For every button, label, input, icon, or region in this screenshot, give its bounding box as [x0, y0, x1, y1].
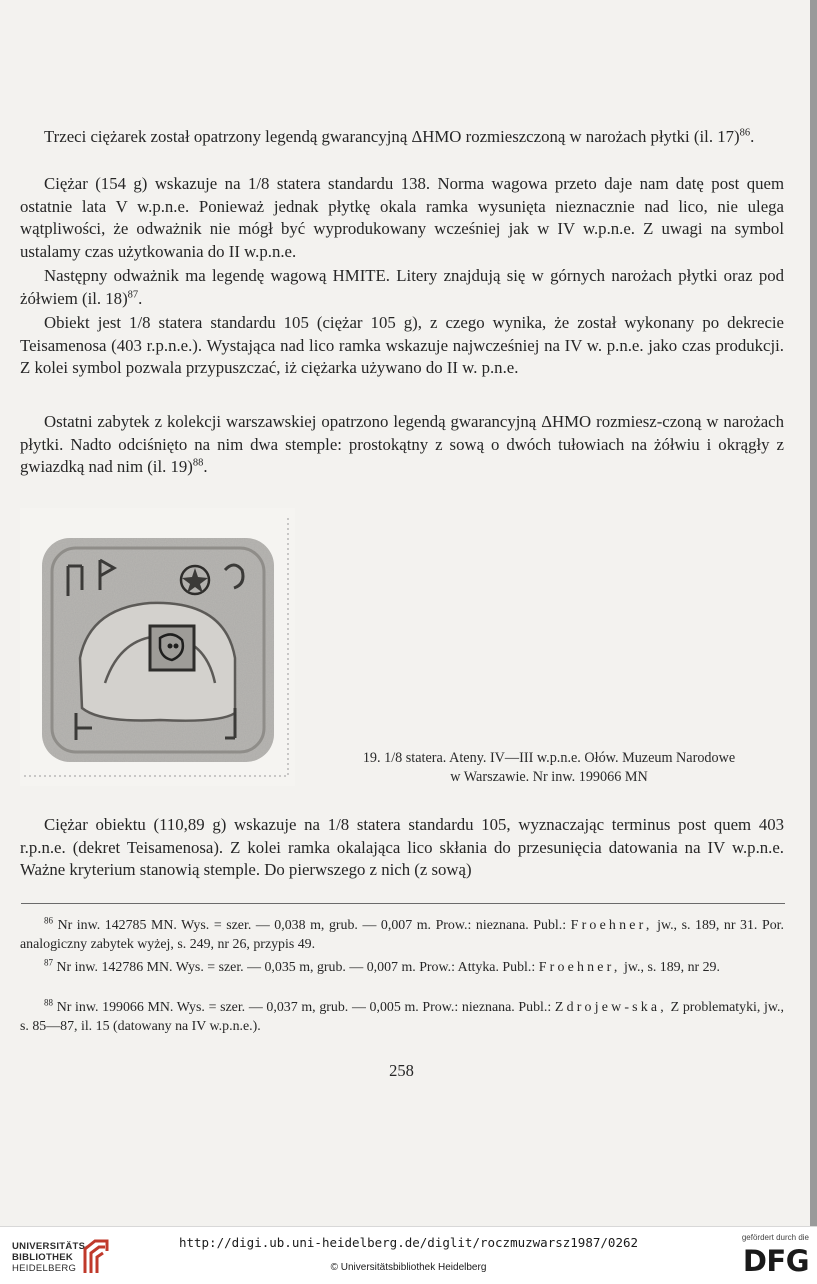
footnote-ref-87[interactable]: 87: [127, 288, 139, 300]
permalink-url[interactable]: http://digi.ub.uni-heidelberg.de/diglit/roczmuzwarsz1987/0262: [178, 1235, 639, 1250]
footnote-number: 86: [44, 915, 53, 926]
footnote-text: Nr inw. 142786 MN. Wys. = szer. — 0,035 m, grub. — 0,007 m. Prow.: Attyka. Publ.:: [53, 960, 539, 975]
footnote-text: jw., s. 189, nr 29.: [620, 960, 720, 975]
scan-edge-shadow: [810, 0, 817, 1226]
owl-square-stamp: [150, 626, 194, 670]
funder-name: DFG: [742, 1244, 809, 1278]
library-name-line-3: HEIDELBERG: [12, 1263, 77, 1274]
page-number: 258: [389, 1061, 414, 1080]
paragraph-5-end: .: [203, 457, 208, 476]
footnote-ref-88[interactable]: 88: [192, 457, 204, 469]
footnote-text: Z problematyki, jw., s. 85—87, il. 15 (datowany na IV w.p.n.e.).: [20, 1000, 784, 1034]
figure-19-caption: [312, 749, 786, 787]
paragraph-3-end: .: [138, 288, 143, 308]
dfg-logo[interactable]: [713, 1233, 809, 1279]
figure-19-photo: [20, 508, 295, 786]
paragraph-2: Ciężar (154 g) wskazuje na 1/8 statera standardu 138. Norma wagowa przeto daje nam datę post quem ostatnie lata V w.p.n.e. Ponieważ jednak płytkę okala ramka wysunięta nieznacznie nad lico, nie ulega wątpliwości, że odważnik nie mógł być wyprodukowany wcześniej jak w IV w.p.n.e. Z uwagi na symbol ustalamy czas użytkowania do II w.p.n.e.: [20, 174, 784, 261]
footnote-author: Zdrojew-ska,: [554, 1000, 667, 1015]
footnote-divider: [21, 903, 785, 904]
copyright-notice: © Universitätsbibliothek Heidelberg: [330, 1262, 487, 1273]
footnote-87: [20, 958, 784, 977]
paragraph-1-text: Trzeci ciężarek został opatrzony legendą gwarancyjną ΔΗΜΟ rozmieszczoną w narożach płytki (il. 17): [44, 127, 740, 146]
library-name-line-1: UNIVERSITÄTS-: [12, 1241, 89, 1252]
paragraph-6: Ciężar obiektu (110,89 g) wskazuje na 1/8 statera standardu 105, wyznaczając terminus post quem 403 r.p.n.e. (dekret Teisamenosa). Z kolei ramka okalająca lico skłania do przesunięcia datowania na IV w.p.n.e. Ważne kryterium stanowią stemple. Do pierwszego z nich (z sową): [20, 815, 784, 879]
paragraph-4: Obiekt jest 1/8 statera standardu 105 (ciężar 105 g), z czego wynika, że został wykonany po dekrecie Teisamenosa (403 r.p.n.e.). Wystająca nad lico ramka wskazuje najwcześniej na IV w. p.n.e. jako czas produkcji. Z kolei symbol pozwala przypuszczać, iż ciężarka używano do II w. p.n.e.: [20, 313, 784, 377]
library-name-line-2: BIBLIOTHEK: [12, 1252, 74, 1263]
funder-note: gefördert durch die: [741, 1233, 809, 1242]
footnote-text: Nr inw. 142785 MN. Wys. = szer. — 0,038 m, grub. — 0,007 m. Prow.: nieznana. Publ.:: [53, 918, 571, 933]
paragraph-3-text: Następny odważnik ma legendę wagową HMITE. Litery znajdują się w górnych narożach płytki oraz pod żółwiem (il. 18): [20, 266, 784, 308]
footnote-86: [20, 916, 784, 954]
footnote-text: Nr inw. 199066 MN. Wys. = szer. — 0,037 m, grub. — 0,005 m. Prow.: nieznana. Publ.:: [53, 1000, 555, 1015]
footnote-88: [20, 998, 784, 1036]
paragraph-5-text: Ostatni zabytek z kolekcji warszawskiej opatrzono legendą gwarancyjną ΔΗΜΟ rozmiesz-czoną w narożach płytki. Nadto odciśnięto na nim dwa stemple: prostokątny z sową o dwóch tułowiach na żółwiu i okrągły z gwiazdką nad nim (il. 19): [20, 412, 784, 476]
footnote-number: 88: [44, 997, 53, 1008]
caption-line-2: w Warszawie. Nr inw. 199066 MN: [450, 769, 648, 785]
lead-weight-illustration: [20, 508, 295, 786]
caption-line-1: 19. 1/8 statera. Ateny. IV—III w.p.n.e. Ołów. Muzeum Narodowe: [362, 750, 736, 766]
paragraph-1: [20, 126, 784, 149]
footnote-text: jw., s. 189, nr 31. Por. analogiczny zabytek wyżej, s. 249, nr 26, przypis 49.: [20, 918, 784, 952]
paragraph-1-end: .: [750, 127, 755, 146]
footnote-author: Froehner,: [538, 960, 621, 975]
paragraph-3: [20, 265, 784, 310]
footnote-number: 87: [44, 957, 53, 968]
footnote-ref-86[interactable]: 86: [739, 127, 751, 139]
viewer-footer: [0, 1226, 817, 1284]
paragraph-5: [20, 411, 784, 479]
footnote-author: Froehner,: [570, 918, 653, 933]
